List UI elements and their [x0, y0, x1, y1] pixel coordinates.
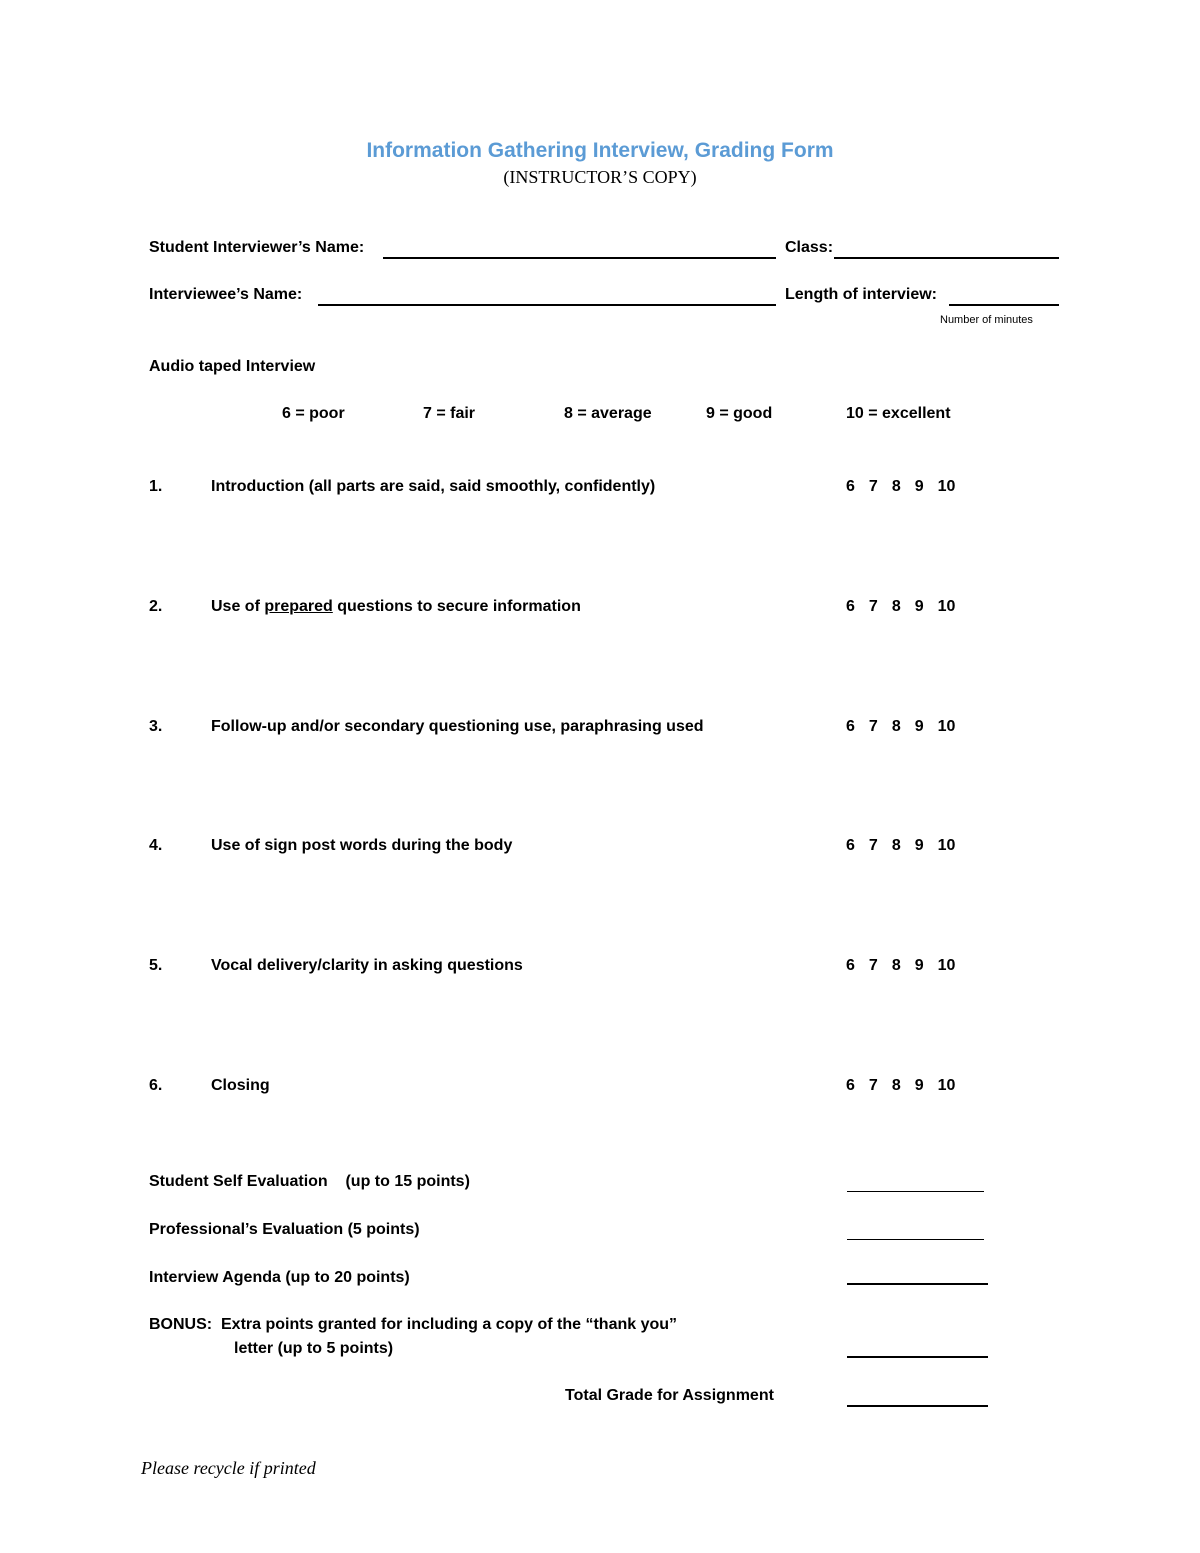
- item-ratings[interactable]: [846, 718, 955, 736]
- footer-note: Please recycle if printed: [141, 1458, 316, 1478]
- rating-option[interactable]: 9: [914, 718, 924, 735]
- bonus-field[interactable]: [847, 1356, 988, 1358]
- item-ratings[interactable]: [846, 837, 955, 855]
- item-text-underlined: prepared: [264, 598, 333, 615]
- scale-fair: 7 = fair: [423, 405, 476, 422]
- item-text: Vocal delivery/clarity in asking questions: [211, 957, 523, 974]
- bonus-label-continued: letter (up to 5 points): [234, 1340, 394, 1357]
- rating-option[interactable]: 8: [891, 957, 901, 974]
- rating-option[interactable]: 6: [846, 478, 855, 495]
- total-grade-label: Total Grade for Assignment: [565, 1387, 774, 1404]
- rating-option[interactable]: 8: [891, 837, 901, 854]
- rating-option[interactable]: 9: [914, 598, 924, 615]
- audio-section-label: Audio taped Interview: [149, 358, 316, 375]
- class-field[interactable]: [834, 257, 1059, 259]
- rating-option[interactable]: 10: [937, 478, 956, 495]
- form-title: Information Gathering Interview, Grading Form: [366, 139, 834, 162]
- scale-good: 9 = good: [706, 405, 773, 422]
- rating-option[interactable]: 7: [868, 837, 878, 854]
- scale-excellent: 10 = excellent: [846, 405, 951, 422]
- rating-option[interactable]: 8: [891, 478, 901, 495]
- item-text: [211, 598, 581, 616]
- bonus-label: BONUS: Extra points granted for including a copy of the “thank you”: [149, 1316, 678, 1333]
- rating-option[interactable]: 6: [846, 718, 855, 735]
- item-number: 6.: [149, 1077, 163, 1094]
- length-field[interactable]: [949, 304, 1059, 306]
- item-ratings[interactable]: [846, 478, 955, 496]
- rating-option[interactable]: 8: [891, 718, 901, 735]
- rating-option[interactable]: 7: [868, 598, 878, 615]
- scale-poor: 6 = poor: [282, 405, 345, 422]
- rating-option[interactable]: 7: [868, 478, 878, 495]
- item-number: 3.: [149, 718, 163, 735]
- rating-option[interactable]: 10: [937, 957, 956, 974]
- rating-option[interactable]: 10: [937, 598, 956, 615]
- rating-option[interactable]: 8: [891, 1077, 901, 1094]
- scale-average: 8 = average: [564, 405, 652, 422]
- rating-option[interactable]: 8: [891, 598, 901, 615]
- item-number: 1.: [149, 478, 163, 495]
- student-interviewer-name-field[interactable]: [383, 257, 776, 259]
- rating-option[interactable]: 7: [868, 718, 878, 735]
- rating-option[interactable]: 9: [914, 1077, 924, 1094]
- student-interviewer-label: Student Interviewer’s Name:: [149, 239, 365, 256]
- rating-option[interactable]: 7: [868, 957, 878, 974]
- professional-evaluation-label: Professional’s Evaluation (5 points): [149, 1221, 420, 1238]
- rating-option[interactable]: 10: [937, 1077, 956, 1094]
- form-subtitle: (INSTRUCTOR’S COPY): [503, 167, 697, 187]
- rating-option[interactable]: 9: [914, 478, 924, 495]
- professional-evaluation-field[interactable]: [847, 1239, 984, 1240]
- item-text-part: Use of: [211, 598, 265, 615]
- item-ratings[interactable]: [846, 957, 955, 975]
- interview-agenda-field[interactable]: [847, 1283, 988, 1285]
- item-number: 5.: [149, 957, 163, 974]
- length-note: Number of minutes: [940, 314, 1033, 326]
- rating-option[interactable]: 7: [868, 1077, 878, 1094]
- self-evaluation-label: Student Self Evaluation (up to 15 points): [149, 1173, 470, 1190]
- item-ratings[interactable]: [846, 1077, 955, 1095]
- interviewee-name-field[interactable]: [318, 304, 776, 306]
- item-text: Follow-up and/or secondary questioning use, paraphrasing used: [211, 718, 704, 735]
- rating-option[interactable]: 10: [937, 718, 956, 735]
- item-number: 4.: [149, 837, 163, 854]
- item-text: Use of sign post words during the body: [211, 837, 513, 854]
- self-evaluation-field[interactable]: [847, 1191, 984, 1192]
- item-text: Introduction (all parts are said, said smoothly, confidently): [211, 478, 656, 495]
- class-label: Class:: [785, 239, 834, 256]
- rating-option[interactable]: 6: [846, 837, 855, 854]
- rating-option[interactable]: 6: [846, 1077, 855, 1094]
- item-text-part: questions to secure information: [332, 598, 581, 615]
- rating-option[interactable]: 6: [846, 598, 855, 615]
- item-number: 2.: [149, 598, 163, 615]
- item-ratings[interactable]: [846, 598, 955, 616]
- rating-option[interactable]: 6: [846, 957, 855, 974]
- interviewee-label: Interviewee’s Name:: [149, 286, 303, 303]
- rating-option[interactable]: 9: [914, 957, 924, 974]
- length-label: Length of interview:: [785, 286, 937, 303]
- rating-option[interactable]: 9: [914, 837, 924, 854]
- interview-agenda-label: Interview Agenda (up to 20 points): [149, 1269, 410, 1286]
- rating-option[interactable]: 10: [937, 837, 956, 854]
- item-text: Closing: [211, 1077, 270, 1094]
- total-grade-field[interactable]: [847, 1405, 988, 1407]
